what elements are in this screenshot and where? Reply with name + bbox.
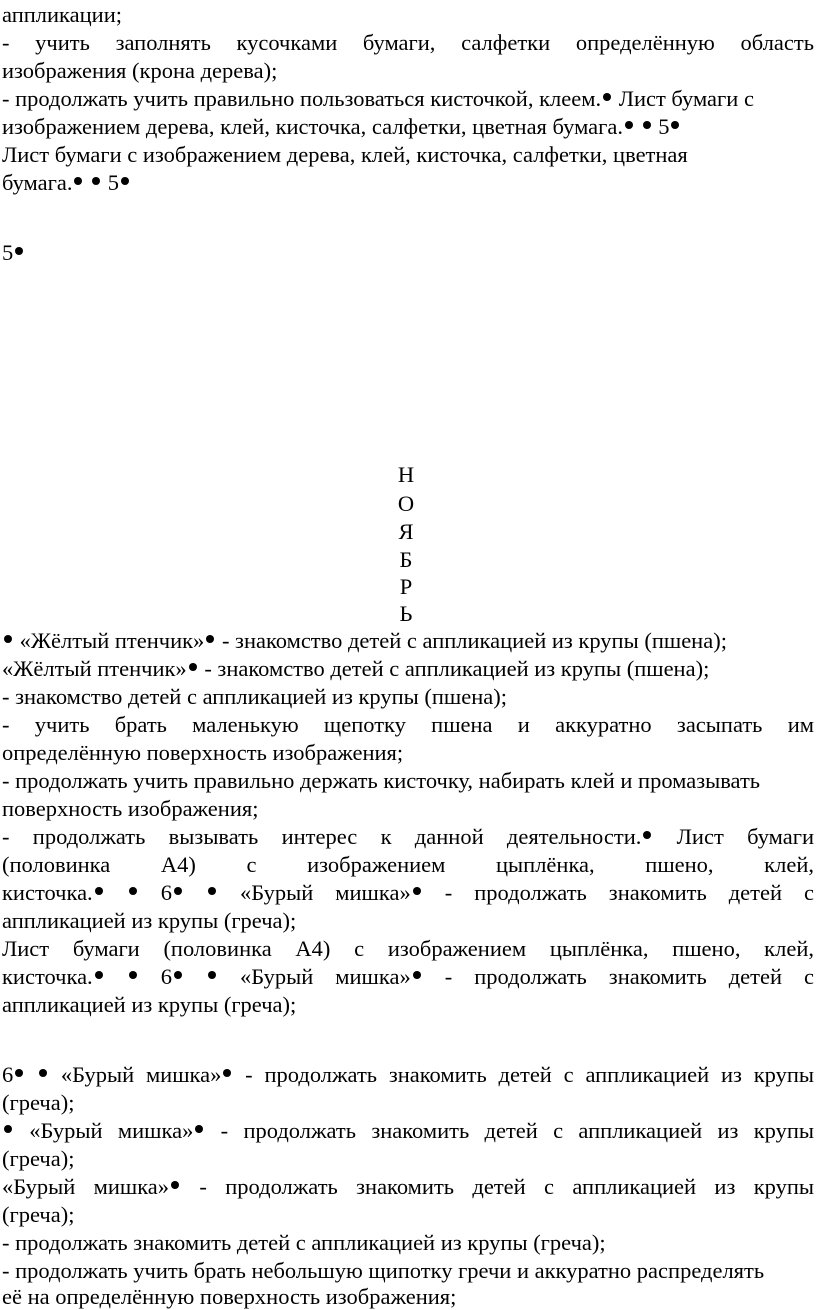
text: «Бурый мишка» xyxy=(49,1062,222,1087)
text: - продолжать учить правильно держать кисточку, набирать клей и промазывать xyxy=(2,768,761,793)
text: Лист бумаги xyxy=(653,824,814,849)
text: - знакомство детей с аппликацией из крупы (пшена); xyxy=(198,656,710,681)
text: - учить заполнять кусочками бумаги, салфетки определённую область xyxy=(2,30,814,55)
month-letter: О xyxy=(397,491,415,516)
text-line xyxy=(2,964,814,990)
month-letter: Р xyxy=(399,574,413,599)
text: - продолжать знакомить детей с xyxy=(422,880,815,905)
bullet-icon xyxy=(171,1181,179,1189)
text: (греча); xyxy=(2,1090,75,1115)
bullet-icon xyxy=(413,971,421,979)
text-line xyxy=(2,936,814,962)
text: Лист бумаги с изображением дерева, клей, кисточка, салфетки, цветная xyxy=(2,142,688,167)
bullet-icon xyxy=(206,635,214,643)
text: поверхность изображения; xyxy=(2,796,259,821)
bullet-icon xyxy=(413,887,421,895)
text: - продолжать учить правильно пользоваться кисточкой, клеем. xyxy=(2,86,602,111)
bullet-icon xyxy=(195,1125,203,1133)
bullet-icon xyxy=(74,177,82,185)
text-line xyxy=(2,768,814,794)
bullet-icon xyxy=(129,887,137,895)
bullet-icon xyxy=(15,247,23,255)
text-line xyxy=(2,1284,814,1310)
text-line xyxy=(2,740,814,766)
bullet-icon xyxy=(208,971,216,979)
text-line xyxy=(2,824,814,850)
text-line xyxy=(2,86,814,112)
text-line xyxy=(2,684,814,710)
text-line xyxy=(2,2,814,28)
text: 6 xyxy=(2,1062,14,1087)
text-line xyxy=(2,852,814,878)
bullet-icon xyxy=(625,121,633,129)
bullet-icon xyxy=(223,1069,231,1077)
text: - продолжать знакомить детей с xyxy=(422,964,815,989)
text-line xyxy=(2,1202,814,1228)
text: 5 xyxy=(652,114,670,139)
text: изображением дерева, клей, кисточка, салфетки, цветная бумага. xyxy=(2,114,623,139)
text: аппликацией из крупы (греча); xyxy=(2,992,297,1017)
text-line xyxy=(2,628,814,654)
text-line xyxy=(2,1118,814,1144)
text: - продолжать знакомить детей с аппликацией из крупы (греча); xyxy=(2,1230,606,1255)
text: - продолжать знакомить детей с аппликацией из крупы xyxy=(181,1174,814,1199)
bullet-icon xyxy=(92,177,100,185)
text: 6 xyxy=(138,964,172,989)
text-line xyxy=(2,1090,814,1116)
bullet-icon xyxy=(15,1069,23,1077)
month-letter: Б xyxy=(399,547,413,572)
text: - учить брать маленькую щепотку пшена и аккуратно засыпать им xyxy=(2,712,814,737)
text: «Бурый мишка» xyxy=(217,880,411,905)
text-line xyxy=(2,240,814,266)
text: - продолжать знакомить детей с аппликацией из крупы xyxy=(205,1118,814,1143)
text: Лист бумаги (половинка А4) с изображением цыплёнка, пшено, клей, xyxy=(2,936,814,961)
text: «Бурый мишка» xyxy=(217,964,411,989)
bullet-icon xyxy=(189,663,197,671)
bullet-icon xyxy=(174,971,182,979)
text-line xyxy=(2,1146,814,1172)
text: 5 xyxy=(2,240,14,265)
text: (половинка А4) с изображением цыплёнка, пшено, клей, xyxy=(2,852,814,877)
text-line xyxy=(2,30,814,56)
text-line xyxy=(2,796,814,822)
text: - продолжать учить брать небольшую щипотку гречи и аккуратно распределять xyxy=(2,1258,765,1283)
text-line xyxy=(2,114,814,140)
text: - продолжать знакомить детей с аппликацией из крупы xyxy=(233,1062,814,1087)
bullet-icon xyxy=(129,971,137,979)
bullet-icon xyxy=(174,887,182,895)
text: - продолжать вызывать интерес к данной деятельности. xyxy=(2,824,642,849)
text-line xyxy=(2,1258,814,1284)
text-line xyxy=(2,58,814,84)
text: Лист бумаги с xyxy=(613,86,754,111)
text-line xyxy=(2,992,814,1018)
text: «Бурый мишка» xyxy=(2,1174,170,1199)
text-line xyxy=(2,908,814,934)
text-line xyxy=(2,656,814,682)
bullet-icon xyxy=(4,1125,12,1133)
text: - знакомство детей с аппликацией из крупы (пшена); xyxy=(2,684,508,709)
text: кисточка. xyxy=(2,880,93,905)
text: (греча); xyxy=(2,1146,75,1171)
month-letter: Ь xyxy=(399,601,413,626)
bullet-icon xyxy=(643,831,651,839)
text: 6 xyxy=(138,880,172,905)
text: определённую поверхность изображения; xyxy=(2,740,404,765)
text-line xyxy=(2,170,814,196)
text-line xyxy=(2,1230,814,1256)
month-letter: Н xyxy=(397,462,415,487)
text-line xyxy=(2,1174,814,1200)
text: «Бурый мишка» xyxy=(14,1118,194,1143)
text-line xyxy=(2,142,814,168)
text-line xyxy=(2,880,814,906)
text: аппликацией из крупы (греча); xyxy=(2,908,297,933)
bullet-icon xyxy=(39,1069,47,1077)
bullet-icon xyxy=(4,635,12,643)
text: - знакомство детей с аппликацией из крупы (пшена); xyxy=(216,628,727,653)
bullet-icon xyxy=(208,887,216,895)
bullet-icon xyxy=(95,971,103,979)
text: бумага. xyxy=(2,170,73,195)
bullet-icon xyxy=(671,121,679,129)
text: кисточка. xyxy=(2,964,93,989)
bullet-icon xyxy=(603,93,611,101)
bullet-icon xyxy=(643,121,651,129)
text: (греча); xyxy=(2,1202,75,1227)
text: аппликации; xyxy=(2,2,122,27)
text-line xyxy=(2,1062,814,1088)
text: изображения (крона дерева); xyxy=(2,58,278,83)
bullet-icon xyxy=(95,887,103,895)
text: «Жёлтый птенчик» xyxy=(14,628,205,653)
bullet-icon xyxy=(121,177,129,185)
text-line xyxy=(2,712,814,738)
text: 5 xyxy=(102,170,119,195)
text: «Жёлтый птенчик» xyxy=(2,656,187,681)
month-letter: Я xyxy=(398,519,414,544)
text: её на определённую поверхность изображения; xyxy=(2,1284,457,1309)
